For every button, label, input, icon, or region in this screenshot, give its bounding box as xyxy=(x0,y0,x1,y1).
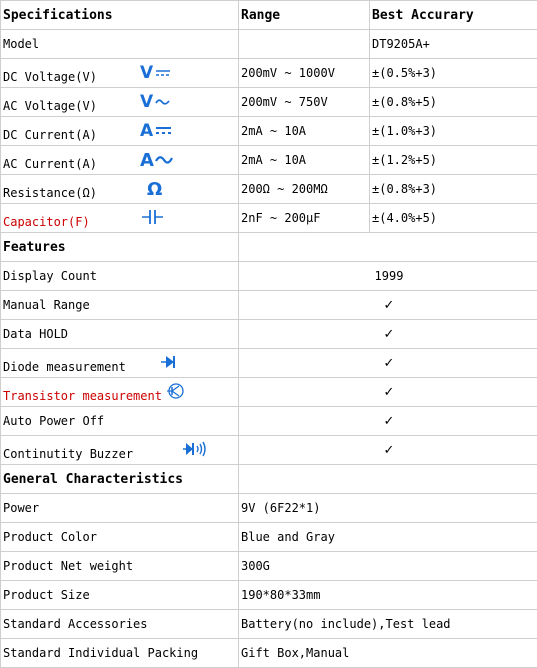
measurement-accuracy: ±(1.0%+3) xyxy=(370,117,537,146)
dc-voltage-icon xyxy=(140,70,174,84)
measurement-label-cell xyxy=(1,146,239,175)
checkmark-icon: ✓ xyxy=(384,414,395,429)
checkmark-icon: ✓ xyxy=(384,443,395,458)
measurement-label-cell xyxy=(1,204,239,233)
table-row xyxy=(1,175,537,204)
transistor-icon xyxy=(162,389,186,403)
general-label: Power xyxy=(1,494,239,523)
measurement-accuracy: ±(4.0%+5) xyxy=(370,204,537,233)
general-label: Product Color xyxy=(1,523,239,552)
measurement-accuracy: ±(0.8%+3) xyxy=(370,175,537,204)
feature-label: Transistor measurement xyxy=(3,389,162,403)
checkmark-icon: ✓ xyxy=(384,298,395,313)
measurement-label-cell xyxy=(1,117,239,146)
svg-text:Ω: Ω xyxy=(147,179,162,197)
table-row xyxy=(1,581,537,610)
measurement-label-cell xyxy=(1,59,239,88)
section-header-row xyxy=(1,465,537,494)
svg-text:A: A xyxy=(140,150,154,168)
measurement-accuracy: ±(1.2%+5) xyxy=(370,146,537,175)
table-row xyxy=(1,407,537,436)
general-value: Gift Box,Manual xyxy=(239,639,537,668)
measurement-label: DC Current(A) xyxy=(3,128,133,142)
feature-label-cell xyxy=(1,378,239,407)
feature-label: Data HOLD xyxy=(1,320,239,349)
header-accuracy: Best Accurary xyxy=(370,1,537,30)
ac-current-icon xyxy=(140,157,174,171)
buzzer-icon xyxy=(182,447,208,461)
ac-voltage-icon xyxy=(140,99,174,113)
model-empty-cell xyxy=(239,30,370,59)
feature-value: 1999 xyxy=(239,262,537,291)
table-row xyxy=(1,494,537,523)
general-value: 190*80*33mm xyxy=(239,581,537,610)
svg-text:V: V xyxy=(140,63,154,81)
measurement-range: 200mV ~ 1000V xyxy=(239,59,370,88)
table-row xyxy=(1,262,537,291)
measurement-label-cell xyxy=(1,175,239,204)
general-label: Standard Individual Packing xyxy=(1,639,239,668)
checkmark-icon: ✓ xyxy=(384,327,395,342)
ohm-icon xyxy=(146,186,166,200)
measurement-range: 2mA ~ 10A xyxy=(239,117,370,146)
table-row xyxy=(1,349,537,378)
measurement-label: DC Voltage(V) xyxy=(3,70,133,84)
feature-label-cell xyxy=(1,436,239,465)
table-row xyxy=(1,320,537,349)
header-row xyxy=(1,1,537,30)
table-row xyxy=(1,523,537,552)
model-value: DT9205A+ xyxy=(370,30,537,59)
table-row xyxy=(1,610,537,639)
measurement-label: Capacitor(F) xyxy=(3,215,133,229)
table-row xyxy=(1,88,537,117)
measurement-label: AC Current(A) xyxy=(3,157,133,171)
features-title: Features xyxy=(1,233,239,262)
general-label: Standard Accessories xyxy=(1,610,239,639)
measurement-range: 200mV ~ 750V xyxy=(239,88,370,117)
checkmark-icon: ✓ xyxy=(384,385,395,400)
measurement-range: 2mA ~ 10A xyxy=(239,146,370,175)
table-row xyxy=(1,639,537,668)
feature-label: Display Count xyxy=(1,262,239,291)
features-title-empty xyxy=(239,233,537,262)
table-row xyxy=(1,59,537,88)
general-title-empty xyxy=(239,465,537,494)
table-row xyxy=(1,117,537,146)
general-value: 300G xyxy=(239,552,537,581)
checkmark-icon: ✓ xyxy=(384,356,395,371)
dc-current-icon xyxy=(140,128,174,142)
capacitor-icon xyxy=(140,215,166,229)
measurement-label-cell xyxy=(1,88,239,117)
general-label: Product Net weight xyxy=(1,552,239,581)
table-row xyxy=(1,552,537,581)
svg-text:A: A xyxy=(140,121,154,139)
measurement-accuracy: ±(0.8%+5) xyxy=(370,88,537,117)
section-header-row xyxy=(1,233,537,262)
feature-label: Continutity Buzzer xyxy=(3,447,175,461)
measurement-label: AC Voltage(V) xyxy=(3,99,133,113)
diode-icon xyxy=(160,360,180,374)
general-value: 9V (6F22*1) xyxy=(239,494,537,523)
table-row xyxy=(1,291,537,320)
general-value: Battery(no include),Test lead xyxy=(239,610,537,639)
measurement-range: 2nF ~ 200μF xyxy=(239,204,370,233)
measurement-range: 200Ω ~ 200MΩ xyxy=(239,175,370,204)
general-title: General Characteristics xyxy=(1,465,239,494)
header-range: Range xyxy=(239,1,370,30)
table-row xyxy=(1,204,537,233)
feature-label-cell xyxy=(1,349,239,378)
measurement-accuracy: ±(0.5%+3) xyxy=(370,59,537,88)
feature-label: Auto Power Off xyxy=(1,407,239,436)
svg-text:V: V xyxy=(140,92,154,110)
measurement-label: Resistance(Ω) xyxy=(3,186,139,200)
general-label: Product Size xyxy=(1,581,239,610)
feature-label: Diode measurement xyxy=(3,360,153,374)
header-specifications: Specifications xyxy=(1,1,239,30)
table-row xyxy=(1,378,537,407)
model-row xyxy=(1,30,537,59)
table-row xyxy=(1,436,537,465)
table-row xyxy=(1,146,537,175)
general-value: Blue and Gray xyxy=(239,523,537,552)
model-label: Model xyxy=(1,30,239,59)
feature-label: Manual Range xyxy=(1,291,239,320)
